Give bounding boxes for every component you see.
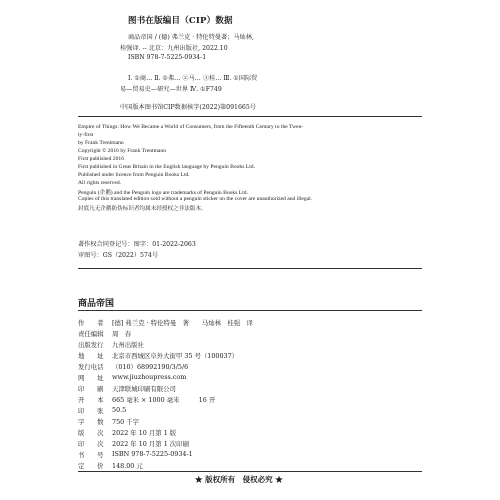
colophon-label: 出版发行 — [78, 341, 104, 349]
colophon-row-publisher — [78, 340, 144, 349]
cip-data-number: 中国版本图书馆CIP数据核字(2022)第091665号 — [120, 104, 256, 111]
colophon-value: 九州出版社 — [112, 341, 144, 349]
colophon-label: 字 数 — [78, 418, 104, 426]
colophon-label: 印 刷 — [78, 385, 104, 393]
cip-title-line: 商品帝国 / (德) 弗兰克 · 特伦特曼著；马灿林, — [128, 34, 254, 41]
colophon-row-format — [78, 395, 215, 404]
cip-publisher-line: 桂强译. -- 北京：九州出版社, 2022.10 — [120, 45, 228, 52]
divider-middle — [78, 268, 422, 269]
colophon-value: 750 千字 — [112, 418, 140, 426]
colophon-label: 印 张 — [78, 407, 104, 415]
colophon-value: 2022 年 10 月第 1 版 — [112, 429, 177, 437]
divider-title — [78, 310, 422, 311]
colophon-value: 50.5 — [112, 406, 127, 414]
english-title-line-1: Empire of Things: How We Became a World of Consumers, from the Fifteenth Century to the Twen- — [78, 124, 304, 130]
english-rights: All rights reserved. — [78, 180, 122, 186]
cip-classification-2: 易—贸易史—研究—世界 Ⅳ. ①F749 — [120, 86, 222, 93]
colophon-row-price — [78, 461, 143, 470]
cip-heading: 图书在版编目（CIP）数据 — [128, 16, 233, 26]
colophon-row-editor — [78, 329, 131, 338]
colophon-label: 书 号 — [78, 451, 104, 459]
english-first-published-gb: First published in Great Britain in the English language by Penguin Books Ltd. — [78, 164, 255, 170]
english-author: by Frank Trentmann — [78, 140, 124, 146]
colophon-value: 665 毫米 × 1000 毫米 16 开 — [112, 396, 216, 404]
colophon-label: 网 址 — [78, 374, 104, 382]
english-trademark: Penguin (企鹅) and the Penguin logo are trademarks of Penguin Books Ltd. — [78, 190, 248, 196]
colophon-row-printer — [78, 384, 176, 393]
colophon-label: 责任编辑 — [78, 330, 104, 338]
colophon-label: 版 次 — [78, 429, 104, 437]
colophon-value: [德] 弗兰克 · 特伦特曼 著 马灿林 桂强 译 — [112, 319, 253, 327]
colophon-label: 印 次 — [78, 440, 104, 448]
map-review-number: 审图号：GS（2022）574号 — [78, 252, 159, 259]
colophon-value: 周 春 — [112, 330, 132, 338]
colophon-value: 148.00 元 — [112, 462, 143, 470]
colophon-label: 定 价 — [78, 462, 104, 470]
english-title-line-2: ty-first — [78, 132, 94, 138]
colophon-row-website — [78, 373, 186, 382]
colophon-value: ISBN 978-7-5225-0934-1 — [112, 450, 193, 458]
colophon-row-isbn — [78, 450, 193, 459]
english-licence: Published under licence from Penguin Books Ltd. — [78, 172, 190, 178]
divider-top — [78, 116, 422, 117]
colophon-row-edition — [78, 428, 176, 437]
english-sticker-note: Copies of this translated edition sold without a penguin sticker on the cover are unauthorized and illegal. — [78, 196, 313, 202]
chinese-sticker-note: 封底凡无企鹅防伪标识者均属未经授权之非法版本。 — [78, 206, 207, 212]
colophon-row-printing — [78, 439, 189, 448]
colophon-value: www.jiuzhoupress.com — [112, 373, 187, 381]
colophon-value: 天津联城印刷有限公司 — [112, 385, 176, 393]
colophon-value: （010）68992190/3/5/6 — [112, 363, 189, 371]
colophon-row-address — [78, 351, 238, 360]
colophon-label: 开 本 — [78, 396, 104, 404]
colophon-row-phone — [78, 362, 188, 371]
colophon-row-author — [78, 318, 253, 327]
colophon-value: 北京市西城区阜外大街甲 35 号（100037） — [112, 352, 239, 360]
contract-registration: 著作权合同登记号：图字：01-2022-2063 — [78, 241, 196, 248]
divider-bottom — [78, 471, 422, 472]
colophon-label: 作 者 — [78, 319, 104, 327]
colophon-value: 2022 年 10 月第 1 次印刷 — [112, 440, 189, 448]
cip-isbn: ISBN 978-7-5225-0934-1 — [128, 54, 207, 61]
copyright-notice: ★ 版权所有 侵权必究 ★ — [195, 475, 283, 484]
book-title: 商品帝国 — [78, 299, 115, 309]
english-copyright: Copyright © 2016 by Frank Trentmann — [78, 148, 167, 154]
english-first-published: First published 2016 — [78, 156, 124, 162]
colophon-label: 发行电话 — [78, 363, 104, 371]
cip-classification-1: Ⅰ. ①商… Ⅱ. ①弗… ②马… ③桂… Ⅲ. ①国际贸 — [128, 75, 258, 82]
colophon-label: 地 址 — [78, 352, 104, 360]
colophon-row-word-count — [78, 417, 139, 426]
colophon-row-sheets — [78, 406, 126, 415]
